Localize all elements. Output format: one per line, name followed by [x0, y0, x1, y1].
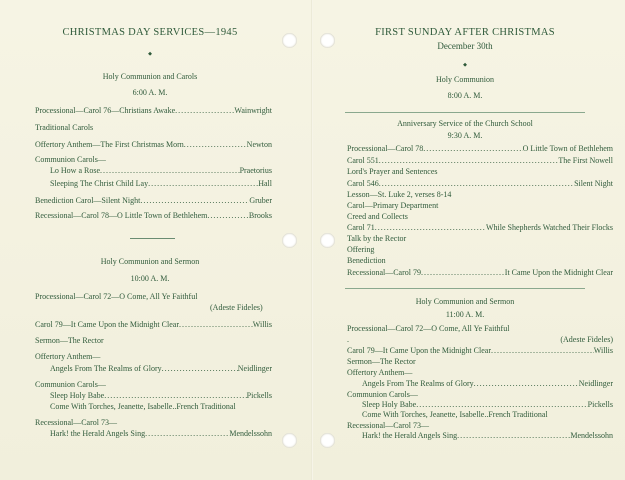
program-item: Carol 71 ..... While Shepherds Watched Their Flocks	[347, 223, 613, 233]
program-item: Communion Carols—	[35, 380, 106, 389]
service-heading: Holy Communion and Carols	[102, 72, 198, 81]
program-item: Recessional—Carol 73—	[35, 418, 117, 427]
service-heading: Holy Communion and Sermon	[415, 297, 515, 306]
program-item: Communion Carols—	[35, 155, 106, 164]
punch-hole	[320, 433, 335, 448]
program-item: Carol 79—It Came Upon the Midnight Clear ..... Willis	[35, 320, 272, 330]
program-item: Recessional—Carol 73—	[347, 421, 429, 430]
program-item: Carol 79—It Came Upon the Midnight Clear ..... Willis	[347, 346, 613, 356]
program-item: Creed and Collects	[347, 212, 408, 221]
program-item: Carol 546 ..... Silent Night	[347, 179, 613, 189]
program-item: Talk by the Rector	[347, 234, 407, 243]
program-item: Processional—Carol 72—O Come, All Ye Faithful	[347, 324, 510, 333]
program-item: Carol—Primary Department	[347, 201, 439, 210]
program-item: Benediction Carol—Silent Night ..... Gruber	[35, 196, 272, 206]
right-subtitle: December 30th	[437, 41, 493, 51]
program-item: Offertory Anthem—	[35, 352, 101, 361]
program-item: Hark! the Herald Angels Sing ..... Mendelssohn	[362, 431, 613, 441]
program-item: Carol 551 ..... The First Nowell	[347, 156, 613, 166]
program-item: Sleeping The Christ Child Lay ..... Hall	[50, 179, 272, 189]
program-item: Angels From The Realms of Glory ..... Neidlinger	[362, 379, 613, 389]
program-item: Benediction	[347, 256, 386, 265]
punch-hole	[320, 33, 335, 48]
right-title: FIRST SUNDAY AFTER CHRISTMAS	[375, 27, 555, 38]
service-heading: Anniversary Service of the Church School	[397, 119, 533, 128]
service-time: 8:00 A. M.	[447, 91, 483, 100]
service-heading: Holy Communion and Sermon	[100, 257, 200, 266]
punch-hole	[320, 233, 335, 248]
page-fold	[311, 0, 313, 480]
program-item: Lo How a Rose ..... Praetorius	[50, 166, 272, 176]
program-item: Communion Carols—	[347, 390, 418, 399]
program-item: Offertory Anthem—The First Christmas Morn ..... Newton	[35, 140, 272, 150]
divider	[130, 238, 175, 239]
program-item: Lesson—St. Luke 2, verses 8-14	[347, 190, 452, 199]
divider	[345, 112, 585, 113]
service-time: 6:00 A. M.	[132, 88, 168, 97]
ornament: ◆	[463, 63, 467, 68]
program-item: Angels From The Realms of Glory ..... Neidlinger	[50, 364, 272, 374]
divider	[345, 288, 585, 289]
punch-hole	[282, 233, 297, 248]
program-item: Hark! the Herald Angels Sing ..... Mendelssohn	[50, 429, 272, 439]
program-item: Sleep Holy Babe ..... Pickells	[50, 391, 272, 401]
punch-hole	[282, 433, 297, 448]
service-time: 11:00 A. M.	[445, 310, 485, 319]
program-item: Processional—Carol 78 ..... O Little Town of Bethlehem	[347, 144, 613, 154]
program-item: Recessional—Carol 79 ..... It Came Upon the Midnight Clear	[347, 268, 613, 278]
program-item: Sermon—The Rector	[35, 336, 104, 345]
service-heading: Holy Communion	[435, 75, 494, 84]
program-item: Sermon—The Rector	[347, 357, 416, 366]
program-item: Traditional Carols	[35, 123, 94, 132]
ornament: ◆	[148, 52, 152, 57]
program-item: . (Adeste Fideles)	[347, 335, 613, 344]
left-title: CHRISTMAS DAY SERVICES—1945	[62, 27, 238, 38]
program-item: Offertory Anthem—	[347, 368, 413, 377]
program-item: Recessional—Carol 78—O Little Town of Bethlehem ..... Brooks	[35, 211, 272, 221]
program-item: Come With Torches, Jeanette, Isabelle..French Traditional	[362, 410, 548, 419]
program-item: (Adeste Fideles)	[210, 303, 263, 312]
program-item: Lord's Prayer and Sentences	[347, 167, 438, 176]
program-item: Offering	[347, 245, 375, 254]
service-time: 9:30 A. M.	[447, 131, 483, 140]
program-item: Processional—Carol 76—Christians Awake ..... Wainwright	[35, 106, 272, 116]
program-item: Sleep Holy Babe ..... Pickells	[362, 400, 613, 410]
program-item: Come With Torches, Jeanette, Isabelle..French Traditional	[50, 402, 236, 411]
service-time: 10:00 A. M.	[130, 274, 170, 283]
program-item: Processional—Carol 72—O Come, All Ye Faithful	[35, 292, 198, 301]
